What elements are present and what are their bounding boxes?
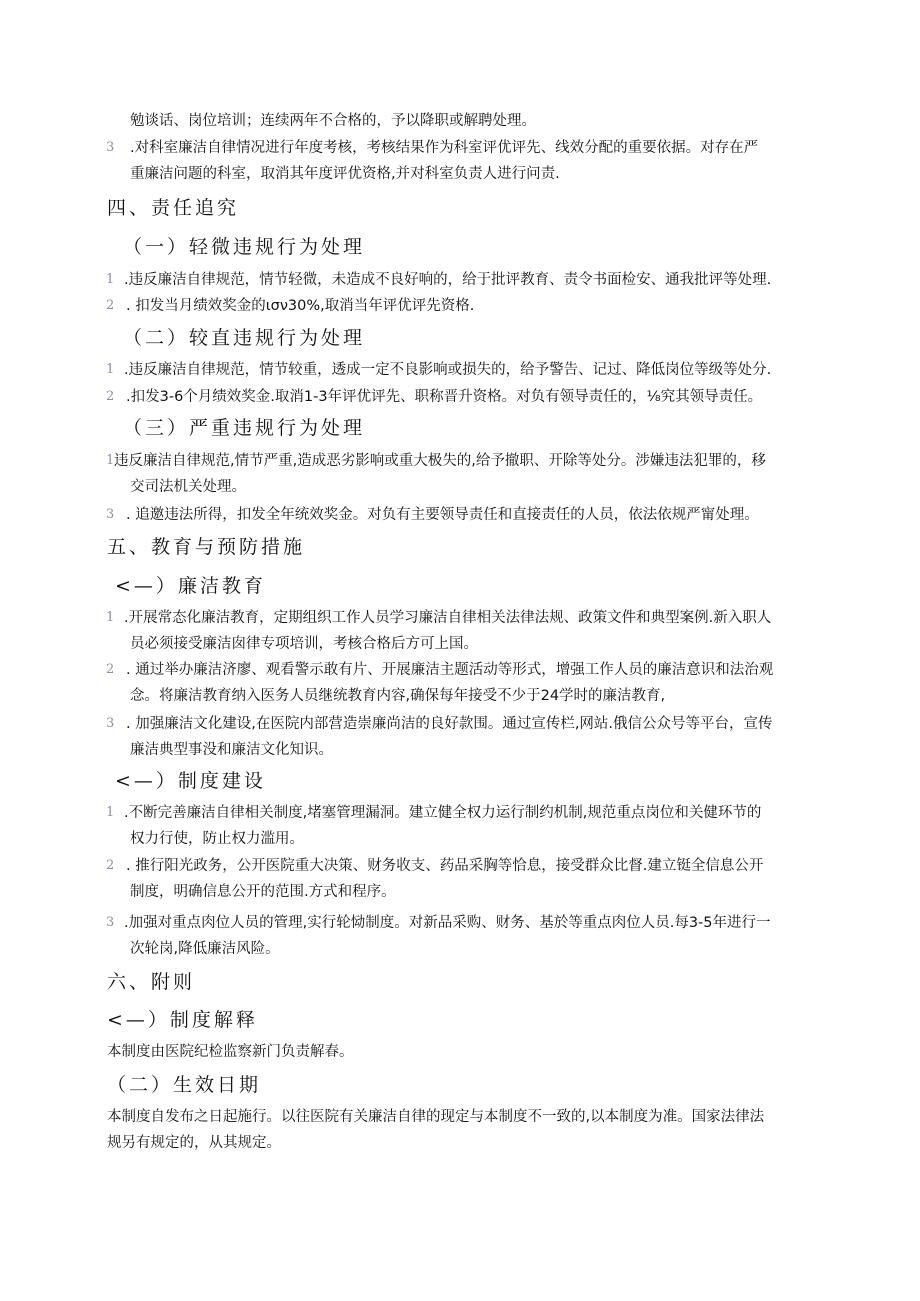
paragraph-line: 次轮岗,降低廉洁风险。 [130,941,280,957]
item-number: 1 [106,453,115,468]
item-number: 3 [106,915,115,930]
item-number: 3 [106,716,115,731]
paragraph-line: .扣发3-6个月绩效奖金.取消1-3年评优评先、职称晋升资格。对负有领导责任的，⅛究其领导责任。 [126,389,763,405]
item-number: 1 [106,805,115,820]
section-heading: 六、附则 [107,971,196,993]
item-number: 1 [106,610,115,625]
paragraph-line: 念。将廉洁教育纳入医务人员继统教育内容,确保每年接受不少于24学时的廉洁教育, [130,688,666,704]
item-number: 3 [106,507,115,522]
section-heading: 四、责任追究 [107,197,240,219]
paragraph-line: . 推行阳光政务，公开医院重大决策、财务收支、药品采胸等恰息，接受群众比督.建立铤全信息公开 [126,858,764,874]
paragraph-line: . 通过举办廉洁济廖、观看警示敢有片、开展廉洁主题活动等形式，增强工作人员的廉洁意识和法治观 [126,662,774,678]
paragraph-line: . 扣发当月绩效奖金的ισν30%,取消当年评优评先资格. [126,298,475,314]
section-heading: 五、教育与预防措施 [107,536,306,558]
paragraph-line: . 追邀违法所得，扣发全年统效奖金。对负有主要领导责任和直接责任的人员，依法依规严甯处理。 [126,507,759,523]
subsection-heading: <—）廉洁教育 [115,575,266,597]
subsection-heading: <—）制度解释 [107,1009,258,1031]
paragraph-continuation: 勉谈话、岗位培训；连续两年不合格的，予以降职或解聘处理。 [130,113,536,129]
paragraph-line: 重廉洁问题的科室，取消其年度评优资格,并对科室负责人进行问责. [130,166,560,182]
paragraph-line: 廉洁典型事没和廉洁文化知识。 [130,742,333,758]
subsection-heading: <—）制度建设 [115,770,266,792]
paragraph-line: 本制度自发布之日起施行。以往医院有关廉洁自律的现定与本制度不一致的,以本制度为准。国家法律法 [107,1109,765,1125]
paragraph-line: 规另有规定的，从其规定。 [107,1135,281,1151]
subsection-heading: （三）严重违规行为处理 [123,417,366,439]
paragraph-line: .开展常态化廉洁教育，定期组织工作人员学习廉洁自律相关法律法规、政策文件和典型案例.新入职人 [124,610,772,626]
paragraph-line: 交司法机关处理。 [130,479,246,495]
paragraph-line: 员必须接受廉洁囱律专项培训，考核合格后方可上国。 [130,636,478,652]
item-number: 2 [106,858,115,873]
item-number: 3 [106,140,115,155]
subsection-heading: （一）轻微违规行为处理 [123,236,366,258]
item-number: 1 [106,272,115,287]
paragraph-line: .不断完善廉洁自律相关制度,堵塞管理漏洞。建立健全权力运行制约机制,规范重点岗位和关健环节的 [124,805,762,821]
item-number: 1 [106,362,115,377]
paragraph-line: .加强对重点肉位人员的管理,实行轮恸制度。对新品采购、财务、基於等重点肉位人员.每3-5年进行一 [124,915,771,931]
paragraph-line: 制度，明确信息公开的范围.方式和程序。 [130,884,396,900]
subsection-heading: （二）较直违规行为处理 [123,327,366,349]
paragraph-line: 本制度由医院纪检监察新门负责解春。 [107,1044,354,1060]
item-number: 2 [106,662,115,677]
paragraph-line: .违反廉洁自律规范，情节轻微，未造成不良好响的，给于批评教育、责令书面检安、通我批评等处理. [124,272,772,288]
paragraph-line: .违反廉洁自律规范，情节较重，透成一定不良影响或损失的，给予警告、记过、降低岗位等级等处分. [124,362,772,378]
paragraph-line: . 加强廉洁文化建设,在医院内部营造崇廉尚洁的良好款围。通过宣传栏,网站.俄信公众号等平台，宣传 [126,716,773,732]
paragraph-line: .对科室廉洁自律情况进行年度考核，考核结果作为科室评优评先、线效分配的重要依据。对存在严 [130,140,759,156]
subsection-heading: （二）生效日期 [107,1074,262,1096]
item-number: 2 [106,298,115,313]
paragraph-line: 违反廉洁自律规范,情节严重,造成恶劣影响或重大极失的,给予撤职、开除等处分。涉嫌违法犯罪的，移 [114,453,766,469]
paragraph-line: 权力行使，防止权力滥用。 [130,831,304,847]
item-number: 2 [106,389,115,404]
